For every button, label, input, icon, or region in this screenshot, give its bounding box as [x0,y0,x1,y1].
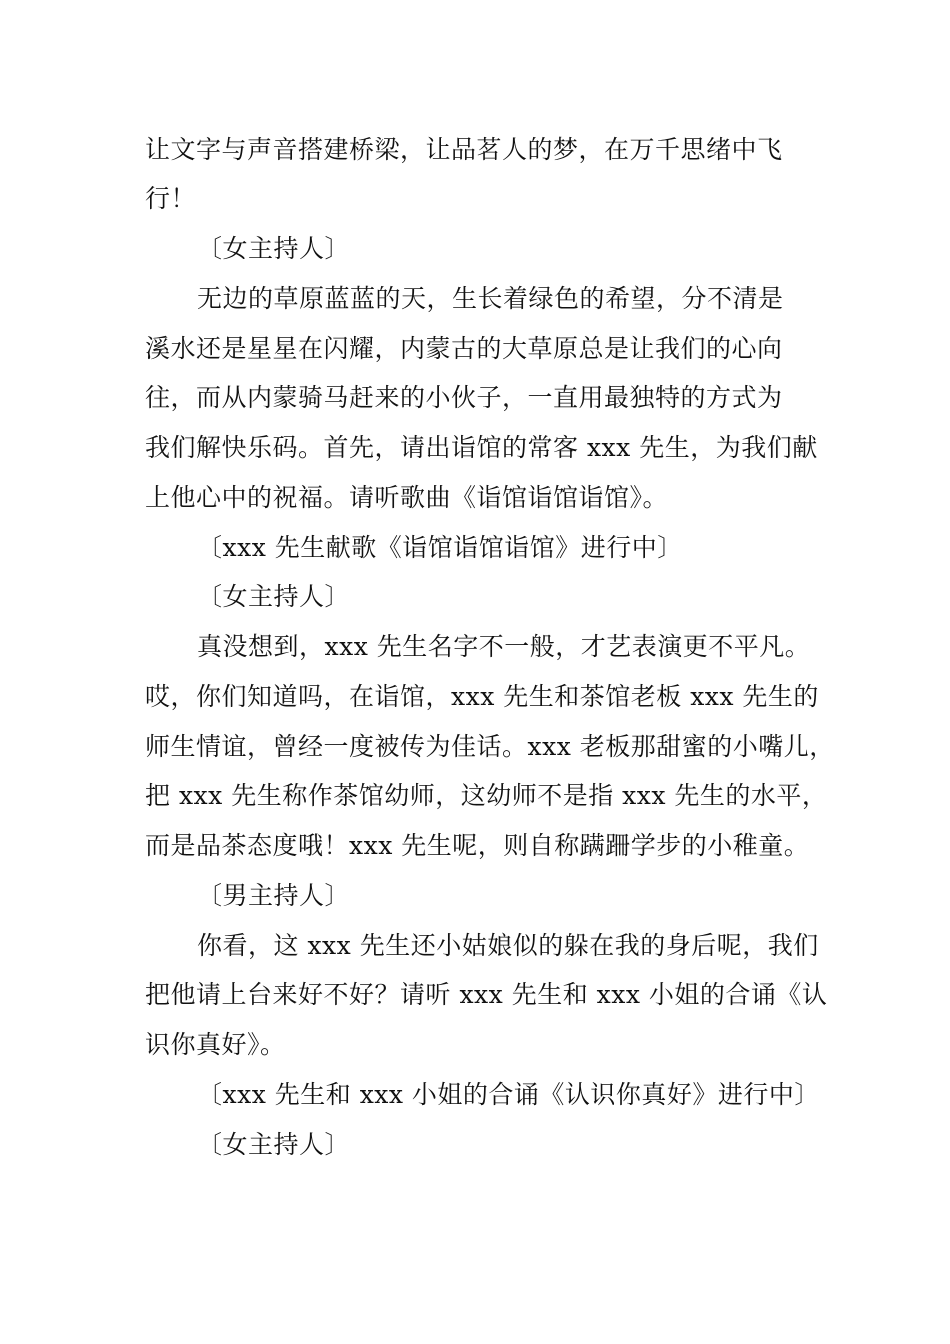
text-line: 溪水还是星星在闪耀，内蒙古的大草原总是让我们的心向 [145,334,783,363]
paragraph-start: 你看，这 xxx 先生还小姑娘似的躲在我的身后呢，我们 [197,931,819,960]
text-line: 师生情谊，曾经一度被传为佳话。xxx 老板那甜蜜的小嘴儿， [145,732,835,761]
text-line: 我们解快乐码。首先，请出诣馆的常客 xxx 先生，为我们献 [145,433,818,462]
speaker-heading: 〔女主持人〕 [197,1130,351,1159]
text-line: 识你真好》。 [145,1030,286,1059]
speaker-heading: 〔女主持人〕 [197,234,351,263]
text-line: 把 xxx 先生称作茶馆幼师，这幼师不是指 xxx 先生的水平， [145,781,828,810]
speaker-heading: 〔女主持人〕 [197,582,351,611]
text-line: 哎，你们知道吗，在诣馆，xxx 先生和茶馆老板 xxx 先生的 [145,682,819,711]
text-line: 而是品茶态度哦！xxx 先生呢，则自称蹒跚学步的小稚童。 [145,831,810,860]
text-line: 往，而从内蒙骑马赶来的小伙子，一直用最独特的方式为 [145,383,783,412]
stage-direction: 〔xxx 先生和 xxx 小姐的合诵《认识你真好》进行中〕 [197,1080,820,1109]
paragraph-start: 真没想到，xxx 先生名字不一般，才艺表演更不平凡。 [197,632,811,661]
paragraph-start: 无边的草原蓝蓝的天，生长着绿色的希望，分不清是 [197,284,784,313]
text-line: 行！ [145,184,197,213]
text-line: 把他请上台来好不好？请听 xxx 先生和 xxx 小姐的合诵《认 [145,980,828,1009]
text-line: 让文字与声音搭建桥梁，让品茗人的梦，在万千思绪中飞 [145,135,783,164]
stage-direction: 〔xxx 先生献歌《诣馆诣馆诣馆》进行中〕 [197,533,683,562]
speaker-heading: 〔男主持人〕 [197,881,351,910]
text-line: 上他心中的祝福。请听歌曲《诣馆诣馆诣馆》。 [145,483,669,512]
